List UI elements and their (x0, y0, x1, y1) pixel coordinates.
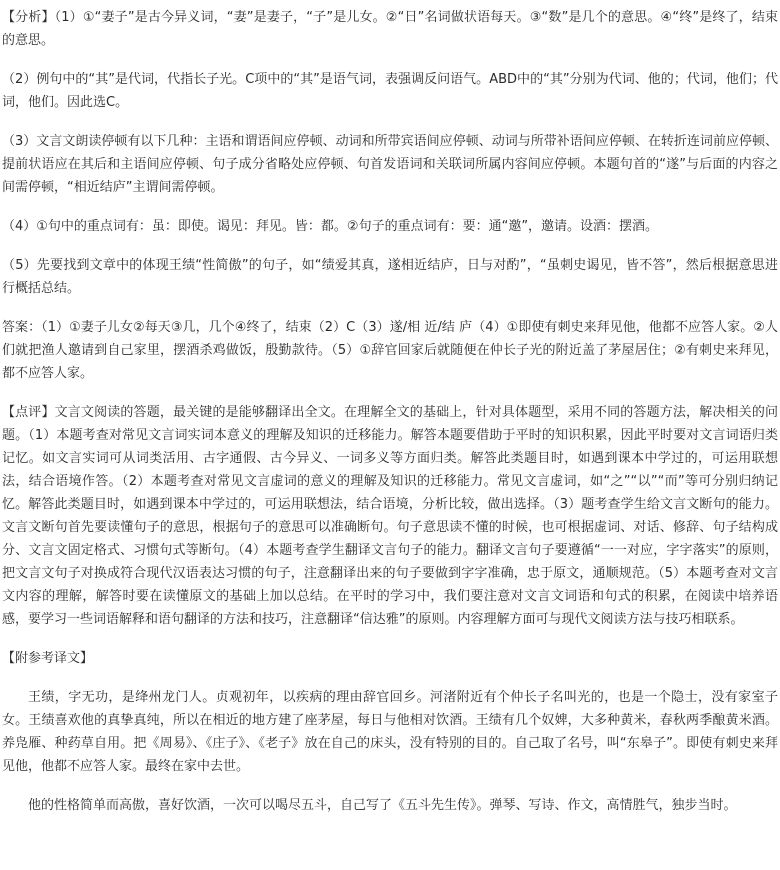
analysis-point-3: （3）文言文朗读停顿有以下几种：主语和谓语间应停顿、动词和所带宾语间应停顿、动词与所带补语间应停顿、在转折连词前应停顿、提前状语应在其后和主语间应停顿、句子成分省略处应停顿、句首发语词和关联词所属内容间应停顿。本题句首的“遂”与后面的内容之间需停顿，“相近结庐”主谓间需停顿。 (2, 134, 778, 195)
analysis-point-5: （5）先要找到文章中的体现王绩“性简傲”的句子，如“绩爱其真，遂相近结庐，日与对酌”，“虽刺史谒见，皆不答”，然后根据意思进行概括总结。 (2, 258, 778, 296)
commentary-section: 【点评】文言文阅读的答题，最关键的是能够翻译出全文。在理解全文的基础上，针对具体题型，采用不同的答题方法，解决相关的问题。（1）本题考查对常见文言词实词本意义的理解及知识的迁移能力。解答本题要借助于平时的知识积累，因此平时要对文言词语归类记忆。如文言实词可从词类活用、古字通假、古今异义、一词多义等方面归类。解答此类题目时，如遇到课本中学过的，可运用联想法，结合语境作答。（2）本题考查对常见文言虚词的意义的理解及知识的迁移能力。常见文言虚词，如“之”“以”“而”等可分别归纳记忆。解答此类题目时，如遇到课本中学过的，可运用联想法，结合语境，分析比较，做出选择。（3）题考查学生给文言文断句的能力。文言文断句首先要读懂句子的意思，根据句子的意思可以准确断句。句子意思读不懂的时候，也可根据虚词、对话、修辞、句子结构成分、文言文固定格式、习惯句式等断句。（4）本题考查学生翻译文言句子的能力。翻译文言句子要遵循“一一对应，字字落实”的原则，把文言文句子对换成符合现代汉语表达习惯的句子，注意翻译出来的句子要做到字字准确，忠于原文，通顺规范。（5）本题考查对文言文内容的理解，解答时要在读懂原文的基础上加以总结。在平时的学习中，我们要注意对文言文词语和句式的积累，在阅读中培养语感，要学习一些词语解释和语句翻译的方法和技巧，注意翻译“信达雅”的原则。内容理解方面可与现代文阅读方法与技巧相联系。 (2, 405, 778, 627)
analysis-point-2: （2）例句中的“其”是代词，代指长子光。C项中的“其”是语气词，表强调反问语气。ABD中的“其”分别为代词、他的；代词，他们；代词，他们。因此选C。 (2, 72, 778, 110)
translation-paragraph-2: 他的性格简单而高傲，喜好饮酒，一次可以喝尽五斗，自己写了《五斗先生传》。弹琴、写诗、作文，高情胜气，独步当时。 (28, 798, 737, 813)
translation-paragraph-1: 王绩，字无功，是绛州龙门人。贞观初年，以疾病的理由辞官回乡。河渚附近有个仲长子名叫光的，也是一个隐士，没有家室子女。王绩喜欢他的真挚真纯，所以在相近的地方建了座茅屋，每日与他相对饮酒。王绩有几个奴婢，大多种黄米，春秋两季酿黄米酒。养凫雁、种药草自用。把《周易》、《庄子》、《老子》放在自己的床头，没有特别的目的。自己取了名号，叫“东皋子”。即使有刺史来拜见他，他都不应答人家。最终在家中去世。 (2, 690, 778, 774)
analysis-point-4: （4）①句中的重点词有：虽：即使。谒见：拜见。皆：都。②句子的重点词有：要：通“邀”，邀请。设酒：摆酒。 (2, 219, 659, 234)
analysis-point-1: 【分析】（1）①“妻子”是古今异义词，“妻”是妻子，“子”是儿女。②“日”名词做状语每天。③“数”是几个的意思。④“终”是终了，结束的意思。 (2, 10, 778, 48)
answer-section: 答案：（1）①妻子儿女②每天③几，几个④终了，结束（2）C（3）遂/相 近/结 庐（4）①即使有刺史来拜见他，他都不应答人家。②人们就把渔人邀请到自己家里，摆酒杀鸡做饭，殷勤款待。（5）①辞官回家后就随便在仲长子光的附近盖了茅屋居住；②有刺史来拜见，都不应答人家。 (2, 320, 778, 381)
translation-heading: 【附参考译文】 (2, 651, 94, 666)
